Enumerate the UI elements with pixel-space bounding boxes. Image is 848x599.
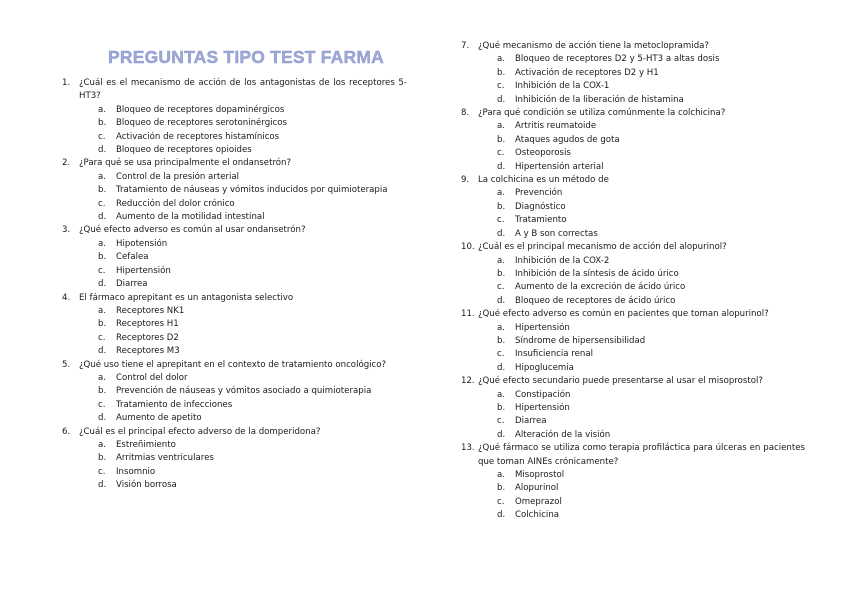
option-text: Prevención de náuseas y vómitos asociado a quimioterapia — [116, 386, 372, 397]
question-block — [62, 224, 407, 291]
question — [461, 174, 805, 187]
option-letter: c. — [497, 81, 505, 92]
option-text: Hipoglucemia — [515, 362, 574, 373]
option-text: Bloqueo de receptores serotoninérgicos — [116, 118, 288, 129]
option-letter: b. — [98, 185, 107, 196]
option-letter: a. — [497, 54, 505, 65]
option-letter: a. — [98, 372, 106, 383]
question — [461, 308, 805, 321]
answer-option — [497, 134, 805, 147]
option-text: Aumento de apetito — [116, 413, 202, 424]
answer-option — [497, 348, 805, 361]
question — [461, 442, 805, 469]
question-text: ¿Qué fármaco se utiliza como terapia profiláctica para úlceras en pacientes que toman AINEs crónicamente? — [478, 443, 805, 467]
answer-option — [497, 255, 805, 268]
option-text: Receptores D2 — [116, 332, 179, 343]
option-letter: c. — [497, 282, 505, 293]
answer-option — [497, 469, 805, 482]
answer-options — [461, 53, 805, 107]
answer-option — [497, 389, 805, 402]
answer-options — [461, 469, 805, 523]
answer-option — [497, 228, 805, 241]
answer-option — [98, 211, 407, 224]
option-letter: b. — [98, 319, 107, 330]
question — [62, 77, 407, 104]
answer-option — [497, 214, 805, 227]
answer-option — [98, 452, 407, 465]
answer-options — [62, 372, 407, 426]
option-letter: b. — [497, 268, 506, 279]
question-number: 4. — [62, 292, 71, 303]
option-letter: b. — [497, 67, 506, 78]
question-block — [62, 426, 407, 493]
answer-option — [98, 131, 407, 144]
option-text: Hipotensión — [116, 238, 168, 249]
answer-option — [497, 335, 805, 348]
option-letter: b. — [497, 201, 506, 212]
option-text: Prevención — [515, 188, 563, 199]
right-column — [461, 40, 805, 523]
answer-option — [497, 362, 805, 375]
answer-options — [62, 439, 407, 493]
answer-option — [497, 94, 805, 107]
option-letter: b. — [98, 453, 107, 464]
option-text: Control del dolor — [116, 372, 188, 383]
answer-options — [461, 389, 805, 443]
answer-option — [98, 345, 407, 358]
answer-option — [98, 238, 407, 251]
question-block — [461, 241, 805, 308]
answer-option — [98, 385, 407, 398]
answer-option — [497, 53, 805, 66]
option-text: Bloqueo de receptores opioides — [116, 145, 252, 156]
answer-option — [497, 482, 805, 495]
question-block — [62, 292, 407, 359]
option-letter: d. — [98, 145, 107, 156]
answer-option — [98, 372, 407, 385]
answer-option — [497, 402, 805, 415]
option-letter: b. — [98, 118, 107, 129]
option-letter: c. — [497, 496, 505, 507]
option-text: Inhibición de la síntesis de ácido úrico — [515, 268, 679, 279]
option-letter: d. — [497, 94, 506, 105]
option-letter: d. — [497, 161, 506, 172]
question-text: La colchicina es un método de — [478, 175, 609, 186]
answer-option — [98, 104, 407, 117]
left-column — [62, 77, 407, 493]
answer-option — [98, 184, 407, 197]
option-letter: b. — [98, 386, 107, 397]
answer-option — [497, 281, 805, 294]
option-letter: a. — [98, 305, 106, 316]
option-text: Visión borrosa — [116, 480, 177, 491]
answer-options — [461, 120, 805, 174]
option-letter: c. — [98, 198, 106, 209]
option-letter: a. — [98, 104, 106, 115]
answer-options — [461, 322, 805, 376]
option-text: Misoprostol — [515, 470, 565, 480]
question-text: ¿Qué uso tiene el aprepitant en el contexto de tratamiento oncológico? — [79, 359, 387, 370]
option-text: Alopurinol — [515, 483, 559, 494]
answer-option — [497, 295, 805, 308]
option-text: Activación de receptores D2 y H1 — [515, 67, 659, 78]
option-letter: d. — [98, 212, 107, 223]
option-text: Diarrea — [116, 279, 148, 290]
question-block — [461, 107, 805, 174]
option-letter: a. — [98, 171, 106, 182]
option-letter: d. — [497, 510, 506, 521]
option-text: Insuficiencia renal — [515, 349, 594, 360]
option-text: Tratamiento de náuseas y vómitos inducidos por quimioterapia — [116, 185, 388, 196]
option-text: Bloqueo de receptores de ácido úrico — [515, 295, 676, 306]
answer-option — [497, 268, 805, 281]
answer-option — [497, 120, 805, 133]
answer-option — [98, 479, 407, 492]
option-letter: d. — [497, 295, 506, 306]
option-text: Ataques agudos de gota — [515, 134, 620, 145]
answer-options — [62, 171, 407, 225]
option-text: Hipertensión — [116, 265, 171, 276]
option-text: Colchicina — [515, 510, 560, 521]
question-number: 9. — [461, 175, 470, 186]
option-text: Estreñimiento — [116, 439, 176, 450]
option-letter: c. — [98, 131, 106, 142]
option-text: Bloqueo de receptores dopaminérgicos — [116, 104, 285, 115]
option-letter: d. — [98, 480, 107, 491]
option-letter: d. — [98, 413, 107, 424]
page-title: PREGUNTAS TIPO TEST FARMA — [108, 47, 384, 67]
answer-option — [98, 144, 407, 157]
option-letter: c. — [98, 399, 106, 410]
question — [62, 359, 407, 372]
option-letter: a. — [98, 439, 106, 450]
option-text: Cefalea — [116, 252, 149, 263]
answer-option — [98, 399, 407, 412]
answer-option — [497, 496, 805, 509]
question-number: 8. — [461, 108, 470, 119]
answer-option — [497, 429, 805, 442]
question-block — [461, 375, 805, 442]
option-text: Bloqueo de receptores D2 y 5-HT3 a altas dosis — [515, 54, 720, 65]
question-number: 6. — [62, 426, 71, 437]
answer-option — [98, 466, 407, 479]
question-text: ¿Cuál es el principal mecanismo de acción del alopurinol? — [478, 242, 727, 253]
option-text: Inhibición de la COX-1 — [515, 81, 610, 92]
option-letter: c. — [497, 215, 505, 226]
option-letter: d. — [98, 346, 107, 357]
option-text: Aumento de la motilidad intestinal — [116, 212, 265, 223]
question-number: 13. — [461, 443, 475, 454]
option-letter: d. — [497, 362, 506, 373]
question-number: 3. — [62, 225, 71, 236]
question-block — [461, 308, 805, 375]
question — [461, 241, 805, 254]
question — [461, 107, 805, 120]
option-letter: c. — [98, 466, 106, 477]
option-letter: a. — [497, 322, 505, 333]
option-text: Diarrea — [515, 416, 547, 427]
option-letter: c. — [98, 265, 106, 276]
option-text: Inhibición de la COX-2 — [515, 255, 610, 266]
answer-options — [461, 187, 805, 241]
answer-option — [98, 171, 407, 184]
option-text: Hipertensión — [515, 402, 570, 413]
option-letter: b. — [497, 335, 506, 346]
option-letter: a. — [497, 188, 505, 199]
answer-option — [497, 415, 805, 428]
answer-option — [98, 412, 407, 425]
option-letter: b. — [497, 483, 506, 494]
question — [62, 426, 407, 439]
question-number: 5. — [62, 359, 71, 370]
option-letter: b. — [497, 134, 506, 145]
question-text: ¿Qué efecto adverso es común en pacientes que toman alopurinol? — [478, 309, 769, 320]
question-number: 11. — [461, 309, 475, 320]
option-letter: d. — [497, 429, 506, 440]
option-letter: c. — [497, 416, 505, 427]
question-block — [62, 77, 407, 157]
option-letter: a. — [497, 470, 505, 480]
answer-option — [98, 332, 407, 345]
question-text: ¿Qué mecanismo de acción tiene la metoclopramida? — [478, 41, 709, 51]
option-text: Tratamiento — [515, 215, 567, 226]
option-text: Síndrome de hipersensibilidad — [515, 335, 646, 346]
option-text: Constipación — [515, 389, 571, 400]
answer-option — [98, 305, 407, 318]
answer-option — [98, 265, 407, 278]
option-text: Activación de receptores histamínicos — [116, 131, 280, 142]
question — [461, 375, 805, 388]
option-text: Arritmias ventriculares — [116, 453, 214, 464]
option-text: Diagnóstico — [515, 201, 566, 212]
answer-option — [497, 161, 805, 174]
answer-option — [497, 67, 805, 80]
question-number: 1. — [62, 78, 71, 88]
option-text: Inhibición de la liberación de histamina — [515, 94, 684, 105]
option-text: Receptores NK1 — [116, 305, 185, 316]
option-text: Osteoporosis — [515, 148, 571, 159]
option-letter: c. — [497, 148, 505, 159]
option-letter: b. — [98, 252, 107, 263]
question — [461, 40, 805, 53]
question-number: 7. — [461, 41, 470, 51]
option-letter: a. — [98, 238, 106, 249]
answer-options — [62, 238, 407, 292]
option-text: Hipertensión — [515, 322, 570, 333]
option-text: Aumento de la excreción de ácido úrico — [515, 282, 686, 293]
answer-option — [98, 117, 407, 130]
answer-option — [497, 201, 805, 214]
option-letter: d. — [497, 228, 506, 239]
answer-option — [497, 509, 805, 522]
option-letter: a. — [497, 255, 505, 266]
option-text: Tratamiento de infecciones — [116, 399, 233, 410]
answer-option — [497, 80, 805, 93]
option-text: Insomnio — [116, 466, 156, 477]
option-text: Receptores M3 — [116, 346, 180, 357]
answer-option — [98, 251, 407, 264]
answer-option — [497, 147, 805, 160]
question-text: ¿Para qué condición se utiliza comúnmente la colchicina? — [478, 108, 726, 119]
question-number: 10. — [461, 242, 475, 253]
option-letter: a. — [497, 121, 505, 132]
question-text: El fármaco aprepitant es un antagonista selectivo — [79, 292, 294, 303]
question-block — [461, 442, 805, 522]
question-text: ¿Qué efecto adverso es común al usar ondansetrón? — [79, 225, 306, 236]
answer-option — [98, 439, 407, 452]
answer-option — [98, 198, 407, 211]
answer-option — [497, 187, 805, 200]
question — [62, 157, 407, 170]
answer-options — [62, 305, 407, 359]
question-number: 2. — [62, 158, 71, 169]
option-text: Artritis reumatoide — [515, 121, 597, 132]
option-text: Alteración de la visión — [515, 429, 611, 440]
option-letter: d. — [98, 279, 107, 290]
question-text: ¿Cuál es el principal efecto adverso de la domperidona? — [79, 426, 321, 437]
answer-option — [98, 278, 407, 291]
option-letter: a. — [497, 389, 505, 400]
question-number: 12. — [461, 376, 475, 387]
answer-options — [461, 255, 805, 309]
answer-option — [98, 318, 407, 331]
option-text: Hipertensión arterial — [515, 161, 604, 172]
option-text: Control de la presión arterial — [116, 171, 240, 182]
option-text: Reducción del dolor crónico — [116, 198, 235, 209]
option-text: A y B son correctas — [515, 228, 598, 239]
question-block — [62, 157, 407, 224]
option-letter: b. — [497, 402, 506, 413]
question-block — [461, 40, 805, 107]
option-letter: c. — [497, 349, 505, 360]
question-text: ¿Para qué se usa principalmente el ondansetrón? — [79, 158, 292, 169]
question-text: ¿Cuál es el mecanismo de acción de los antagonistas de los receptores 5-HT3? — [79, 78, 407, 102]
question — [62, 292, 407, 305]
answer-options — [62, 104, 407, 158]
answer-option — [497, 322, 805, 335]
question-block — [461, 174, 805, 241]
option-letter: c. — [98, 332, 106, 343]
question — [62, 224, 407, 237]
option-text: Omeprazol — [515, 496, 562, 507]
option-text: Receptores H1 — [116, 319, 179, 330]
question-block — [62, 359, 407, 426]
question-text: ¿Qué efecto secundario puede presentarse al usar el misoprostol? — [478, 376, 763, 387]
